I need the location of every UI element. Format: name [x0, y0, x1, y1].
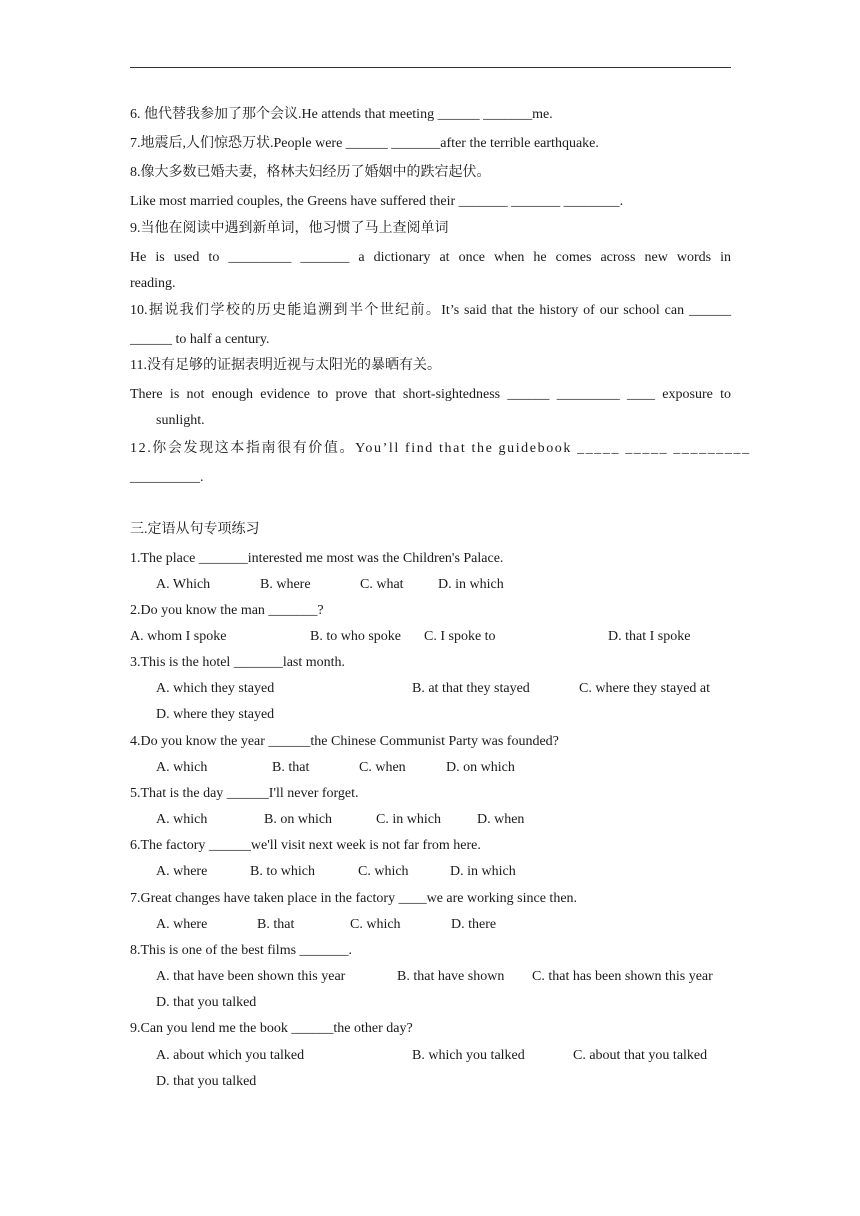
- option-b: B. to who spoke: [310, 629, 401, 644]
- mc-q4-stem: 4.Do you know the year ______the Chinese Communist Party was founded?: [130, 734, 559, 749]
- option-c: C. that has been shown this year: [532, 969, 713, 984]
- option-a: A. which: [156, 812, 208, 827]
- q6-translation: 6. 他代替我参加了那个会议.He attends that meeting ______ _______me.: [130, 107, 553, 122]
- option-b: B. on which: [264, 812, 333, 827]
- q9-chinese: 9.当他在阅读中遇到新单词，他习惯了马上查阅单词: [130, 221, 449, 236]
- option-c: C. what: [360, 577, 404, 592]
- mc-q5-stem: 5.That is the day ______I'll never forget.: [130, 786, 359, 801]
- option-d: D. that you talked: [156, 995, 257, 1010]
- option-a: A. where: [156, 917, 208, 932]
- option-d: D. where they stayed: [156, 707, 275, 722]
- option-c: C. which: [350, 917, 401, 932]
- option-b: B. that: [257, 917, 295, 932]
- option-d: D. that you talked: [156, 1074, 257, 1089]
- q9-english-line1: He is used to _________ _______ a dictionary at once when he comes across new words in: [130, 250, 731, 265]
- q10-line1: 10.据说我们学校的历史能追溯到半个世纪前。It’s said that the history of our school can ______: [130, 303, 731, 318]
- mc-q8-stem: 8.This is one of the best films _______.: [130, 943, 353, 958]
- option-b: B. at that they stayed: [412, 681, 530, 696]
- option-a: A. which: [156, 760, 208, 775]
- option-b: B. that have shown: [397, 969, 505, 984]
- q8-english: Like most married couples, the Greens have suffered their _______ _______ ________.: [130, 194, 624, 209]
- header-rule: [130, 67, 731, 68]
- section-heading: 三.定语从句专项练习: [130, 522, 260, 537]
- q11-english-line2: sunlight.: [156, 413, 205, 428]
- option-a: A. where: [156, 864, 208, 879]
- option-d: D. in which: [450, 864, 516, 879]
- option-c: C. where they stayed at: [579, 681, 711, 696]
- option-c: C. in which: [376, 812, 441, 827]
- q12-line1: 12.你会发现这本指南很有价值。You’ll find that the guidebook _____ _____ _________: [130, 441, 751, 456]
- option-b: B. that: [272, 760, 310, 775]
- option-c: C. about that you talked: [573, 1048, 708, 1063]
- option-c: C. I spoke to: [424, 629, 496, 644]
- mc-q3-stem: 3.This is the hotel _______last month.: [130, 655, 346, 670]
- option-c: C. which: [358, 864, 409, 879]
- option-c: C. when: [359, 760, 406, 775]
- q9-english-line2: reading.: [130, 276, 176, 291]
- q8-chinese: 8.像大多数已婚夫妻，格林夫妇经历了婚姻中的跌宕起伏。: [130, 165, 491, 180]
- mc-q6-stem: 6.The factory ______we'll visit next week is not far from here.: [130, 838, 481, 853]
- mc-q1-stem: 1.The place _______interested me most was the Children's Palace.: [130, 551, 504, 566]
- option-b: B. to which: [250, 864, 315, 879]
- option-a: A. Which: [156, 577, 211, 592]
- q11-english-line1: There is not enough evidence to prove that short-sightedness ______ _________ ____ exposure to: [130, 387, 731, 402]
- q12-line2: __________.: [130, 470, 204, 485]
- q7-translation: 7.地震后,人们惊恐万状.People were ______ _______after the terrible earthquake.: [130, 136, 599, 151]
- option-a: A. which they stayed: [156, 681, 275, 696]
- mc-q2-stem: 2.Do you know the man _______?: [130, 603, 324, 618]
- mc-q9-stem: 9.Can you lend me the book ______the other day?: [130, 1021, 413, 1036]
- option-d: D. in which: [438, 577, 504, 592]
- option-d: D. there: [451, 917, 497, 932]
- q10-line2: ______ to half a century.: [130, 332, 270, 347]
- option-a: A. that have been shown this year: [156, 969, 346, 984]
- option-b: B. which you talked: [412, 1048, 525, 1063]
- option-d: D. on which: [446, 760, 515, 775]
- option-d: D. that I spoke: [608, 629, 691, 644]
- q11-chinese: 11.没有足够的证据表明近视与太阳光的暴晒有关。: [130, 358, 441, 373]
- option-a: A. about which you talked: [156, 1048, 305, 1063]
- option-a: A. whom I spoke: [130, 629, 227, 644]
- mc-q7-stem: 7.Great changes have taken place in the factory ____we are working since then.: [130, 891, 578, 906]
- option-d: D. when: [477, 812, 525, 827]
- option-b: B. where: [260, 577, 311, 592]
